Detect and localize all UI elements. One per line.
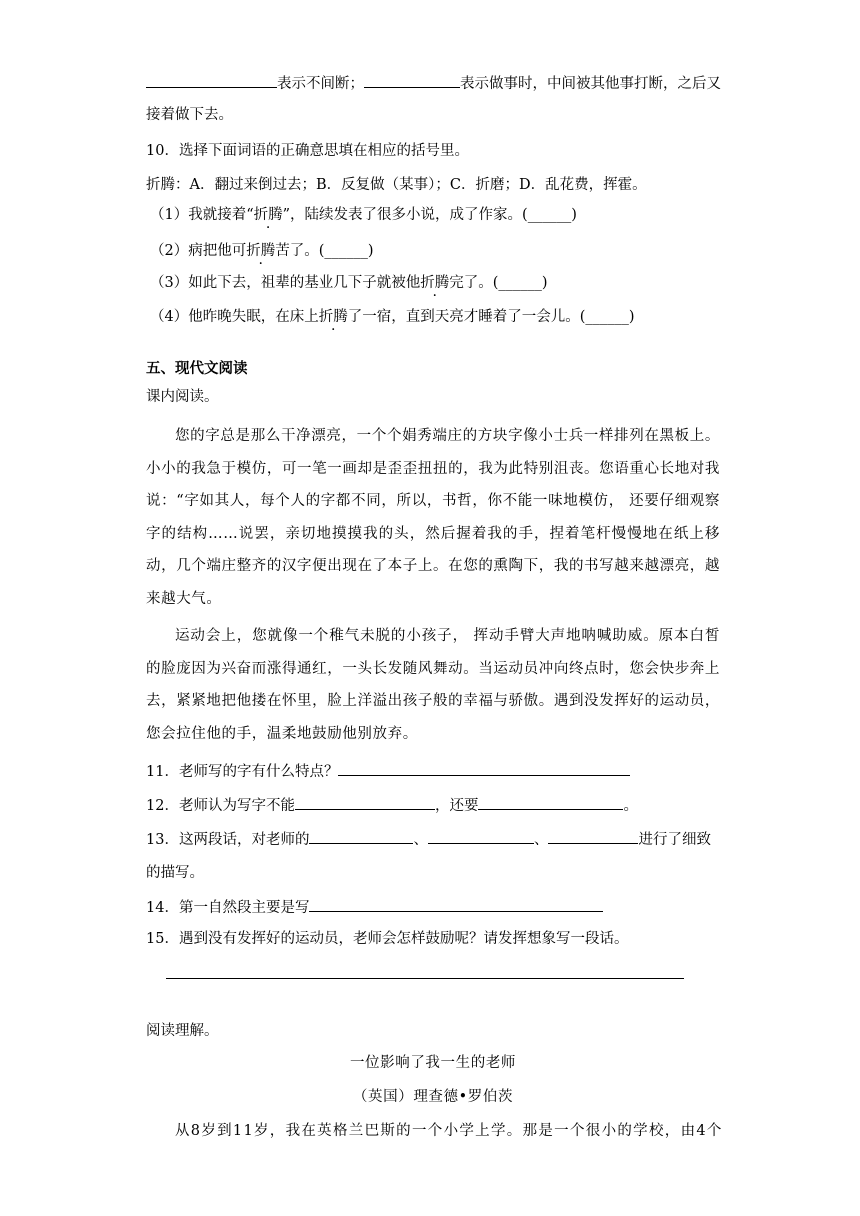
section-sub: 课内阅读。 xyxy=(146,389,219,405)
q9-line-1 xyxy=(146,72,721,95)
q9-text: 表示不间断； xyxy=(277,76,364,92)
emphasized-word: 折腾 xyxy=(246,243,276,259)
q10-meanings: 折腾：A．翻过来倒过去；B．反复做（某事）；C．折磨；D．乱花费，挥霍。 xyxy=(146,177,647,193)
reading-sub: 阅读理解。 xyxy=(146,1023,219,1039)
q9-line-2: 接着做下去。 xyxy=(146,107,233,123)
answer-blank[interactable] xyxy=(548,828,638,844)
article-author: （英国）理查德•罗伯茨 xyxy=(352,1089,514,1105)
q13-cont: 的描写。 xyxy=(146,865,204,881)
q10-item-4: （4）他昨晚失眠，在床上折腾了一宿，直到天亮才睡着了一会儿。(______) xyxy=(150,309,635,325)
passage-paragraph-1: 您的字总是那么干净漂亮，一个个娟秀端庄的方块字像小士兵一样排列在黑板上。小小的我急于模仿，可一笔一画却是歪歪扭扭的，我为此特别沮丧。您语重心长地对我说：“字如其人，每个人的字都不同，所以，书哲，你不能一味地模仿， 还要仔细观察字的结构……说罢，亲切地摸摸我的头，然后握着我的手，捏着笔杆慢慢地在纸上移动，几个端庄整齐的汉字便出现在了本子上。在您的熏陶下，我的书写越来越漂亮，越来越大气。 xyxy=(146,428,720,607)
q15: 15．遇到没有发挥好的运动员，老师会怎样鼓励呢？请发挥想象写一段话。 xyxy=(146,931,629,947)
q10-item-3: （3）如此下去，祖辈的基业几下子就被他折腾完了。(______) xyxy=(150,275,548,291)
answer-blank[interactable] xyxy=(146,72,277,88)
section-heading: 五、现代文阅读 xyxy=(146,360,248,377)
emphasized-word: 折腾 xyxy=(253,207,283,223)
answer-blank[interactable] xyxy=(309,828,413,844)
q13: 13．这两段话，对老师的 、 、 进行了细致 xyxy=(146,828,711,851)
answer-line[interactable] xyxy=(166,978,684,979)
answer-blank[interactable] xyxy=(428,828,534,844)
q14: 14．第一自然段主要是写 xyxy=(146,896,603,919)
answer-blank[interactable] xyxy=(364,72,460,88)
q12: 12．老师认为写字不能 ，还要 。 xyxy=(146,794,638,817)
article-paragraph-1: 从8岁到11岁，我在英格兰巴斯的一个小学上学。那是一个很小的学校，由4个 xyxy=(175,1123,723,1139)
q10-title: 10．选择下面词语的正确意思填在相应的括号里。 xyxy=(146,143,469,159)
q11: 11．老师写的字有什么特点？ xyxy=(146,760,630,783)
q10-item-2: （2）病把他可折腾苦了。(______) xyxy=(150,243,374,259)
q10-item-1: （1）我就接着“折腾”，陆续发表了很多小说，成了作家。(______) xyxy=(150,207,577,223)
answer-blank[interactable] xyxy=(478,794,623,810)
emphasized-word: 折腾 xyxy=(420,275,450,291)
answer-blank[interactable] xyxy=(295,794,435,810)
answer-blank[interactable] xyxy=(338,760,630,776)
emphasized-word: 折腾 xyxy=(318,309,348,325)
answer-blank[interactable] xyxy=(309,896,603,912)
q9-text: 表示做事时，中间被其他事打断，之后又 xyxy=(460,76,721,92)
article-title: 一位影响了我一生的老师 xyxy=(349,1055,517,1071)
passage-paragraph-2: 运动会上，您就像一个稚气未脱的小孩子， 挥动手臂大声地呐喊助威。原本白皙的脸庞因为兴奋而涨得通红，一头长发随风舞动。当运动员冲向终点时，您会快步奔上去，紧紧地把他搂在怀里，脸上洋溢出孩子般的幸福与骄傲。遇到没发挥好的运动员，您会拉住他的手，温柔地鼓励他别放弃。 xyxy=(146,628,720,742)
